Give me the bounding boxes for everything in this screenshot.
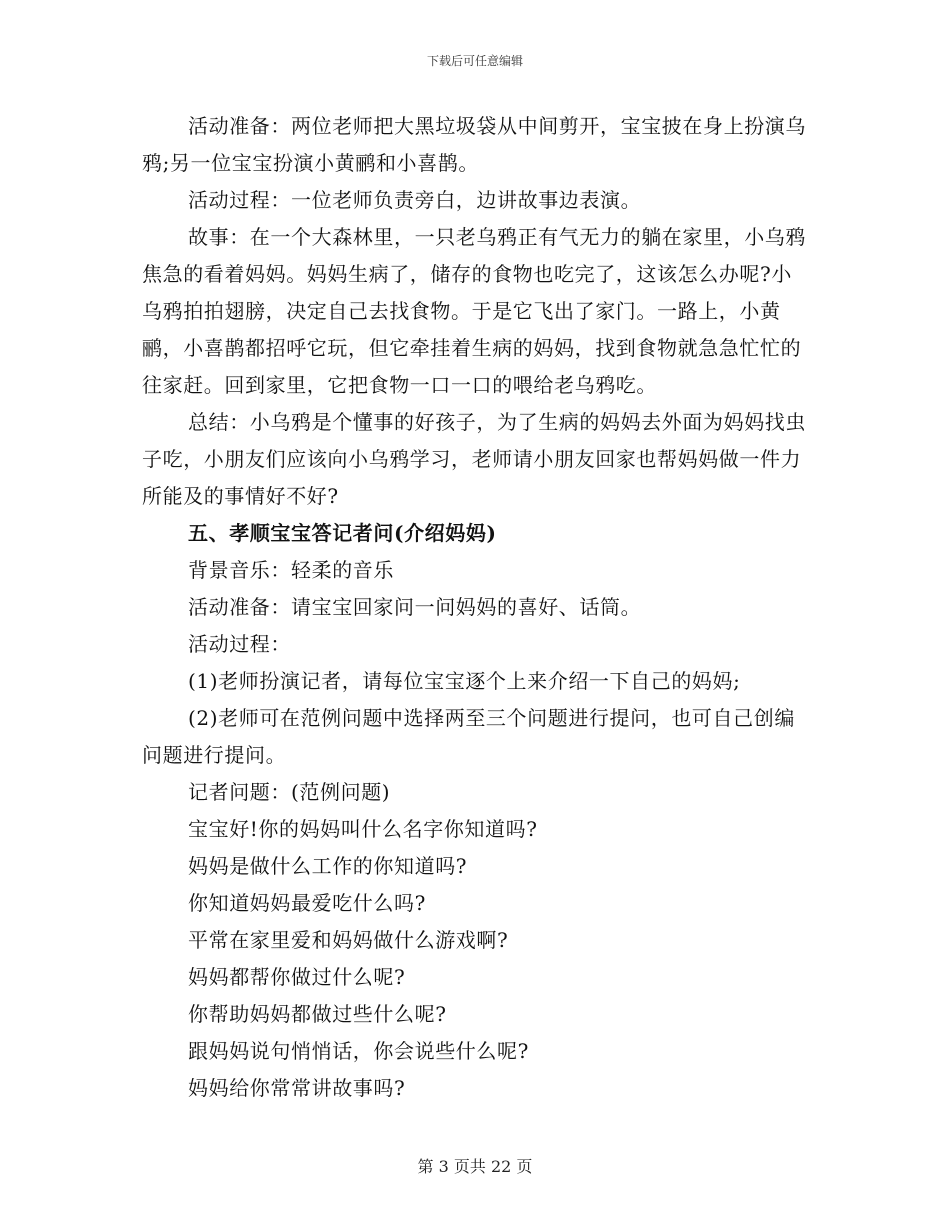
question-item: 你知道妈妈最爱吃什么吗? xyxy=(188,891,426,915)
question-item: 妈妈给你常常讲故事吗? xyxy=(188,1076,406,1100)
question-item: 跟妈妈说句悄悄话，你会说些什么呢? xyxy=(188,1039,529,1063)
question-item: 平常在家里爱和妈妈做什么游戏啊? xyxy=(188,928,509,952)
question-item: 你帮助妈妈都做过些什么呢? xyxy=(188,1002,447,1026)
page-footer: 第 3 页共 22 页 xyxy=(417,1157,533,1176)
list-item-step-1: (1)老师扮演记者，请每位宝宝逐个上来介绍一下自己的妈妈; xyxy=(188,669,741,693)
paragraph-summary: 总结：小乌鸦是个懂事的好孩子，为了生病的妈妈去外面为妈妈找虫子吃，小朋友们应该向小乌鸦学习，老师请小朋友回家也帮妈妈做一件力所能及的事情好不好? xyxy=(142,410,806,508)
paragraph-background-music: 背景音乐：轻柔的音乐 xyxy=(188,558,394,582)
question-item: 妈妈都帮你做过什么呢? xyxy=(188,965,406,989)
question-item: 宝宝好!你的妈妈叫什么名字你知道吗? xyxy=(188,817,538,841)
section-heading: 五、孝顺宝宝答记者问(介绍妈妈) xyxy=(188,521,497,545)
page-header: 下载后可任意编辑 xyxy=(426,54,523,68)
paragraph-activity-prep-2: 活动准备：请宝宝回家问一问妈妈的喜好、话筒。 xyxy=(188,595,642,619)
question-item: 妈妈是做什么工作的你知道吗? xyxy=(188,854,468,878)
paragraph-activity-prep: 活动准备：两位老师把大黑垃圾袋从中间剪开，宝宝披在身上扮演乌鸦;另一位宝宝扮演小黄鹂和小喜鹊。 xyxy=(142,114,806,175)
document-body xyxy=(142,108,812,1107)
paragraph-reporter-questions: 记者问题：(范例问题) xyxy=(188,780,391,804)
paragraph-activity-process-2: 活动过程： xyxy=(188,632,291,656)
paragraph-activity-process: 活动过程：一位老师负责旁白，边讲故事边表演。 xyxy=(188,188,642,212)
paragraph-story: 故事：在一个大森林里，一只老乌鸦正有气无力的躺在家里，小乌鸦焦急的看着妈妈。妈妈生病了，储存的食物也吃完了，这该怎么办呢?小乌鸦拍拍翅膀，决定自己去找食物。于是它飞出了家门。一路上，小黄鹂，小喜鹊都招呼它玩，但它牵挂着生病的妈妈，找到食物就急急忙忙的往家赶。回到家里，它把食物一口一口的喂给老乌鸦吃。 xyxy=(142,225,806,397)
list-item-step-2: (2)老师可在范例问题中选择两至三个问题进行提问，也可自己创编问题进行提问。 xyxy=(142,706,795,767)
